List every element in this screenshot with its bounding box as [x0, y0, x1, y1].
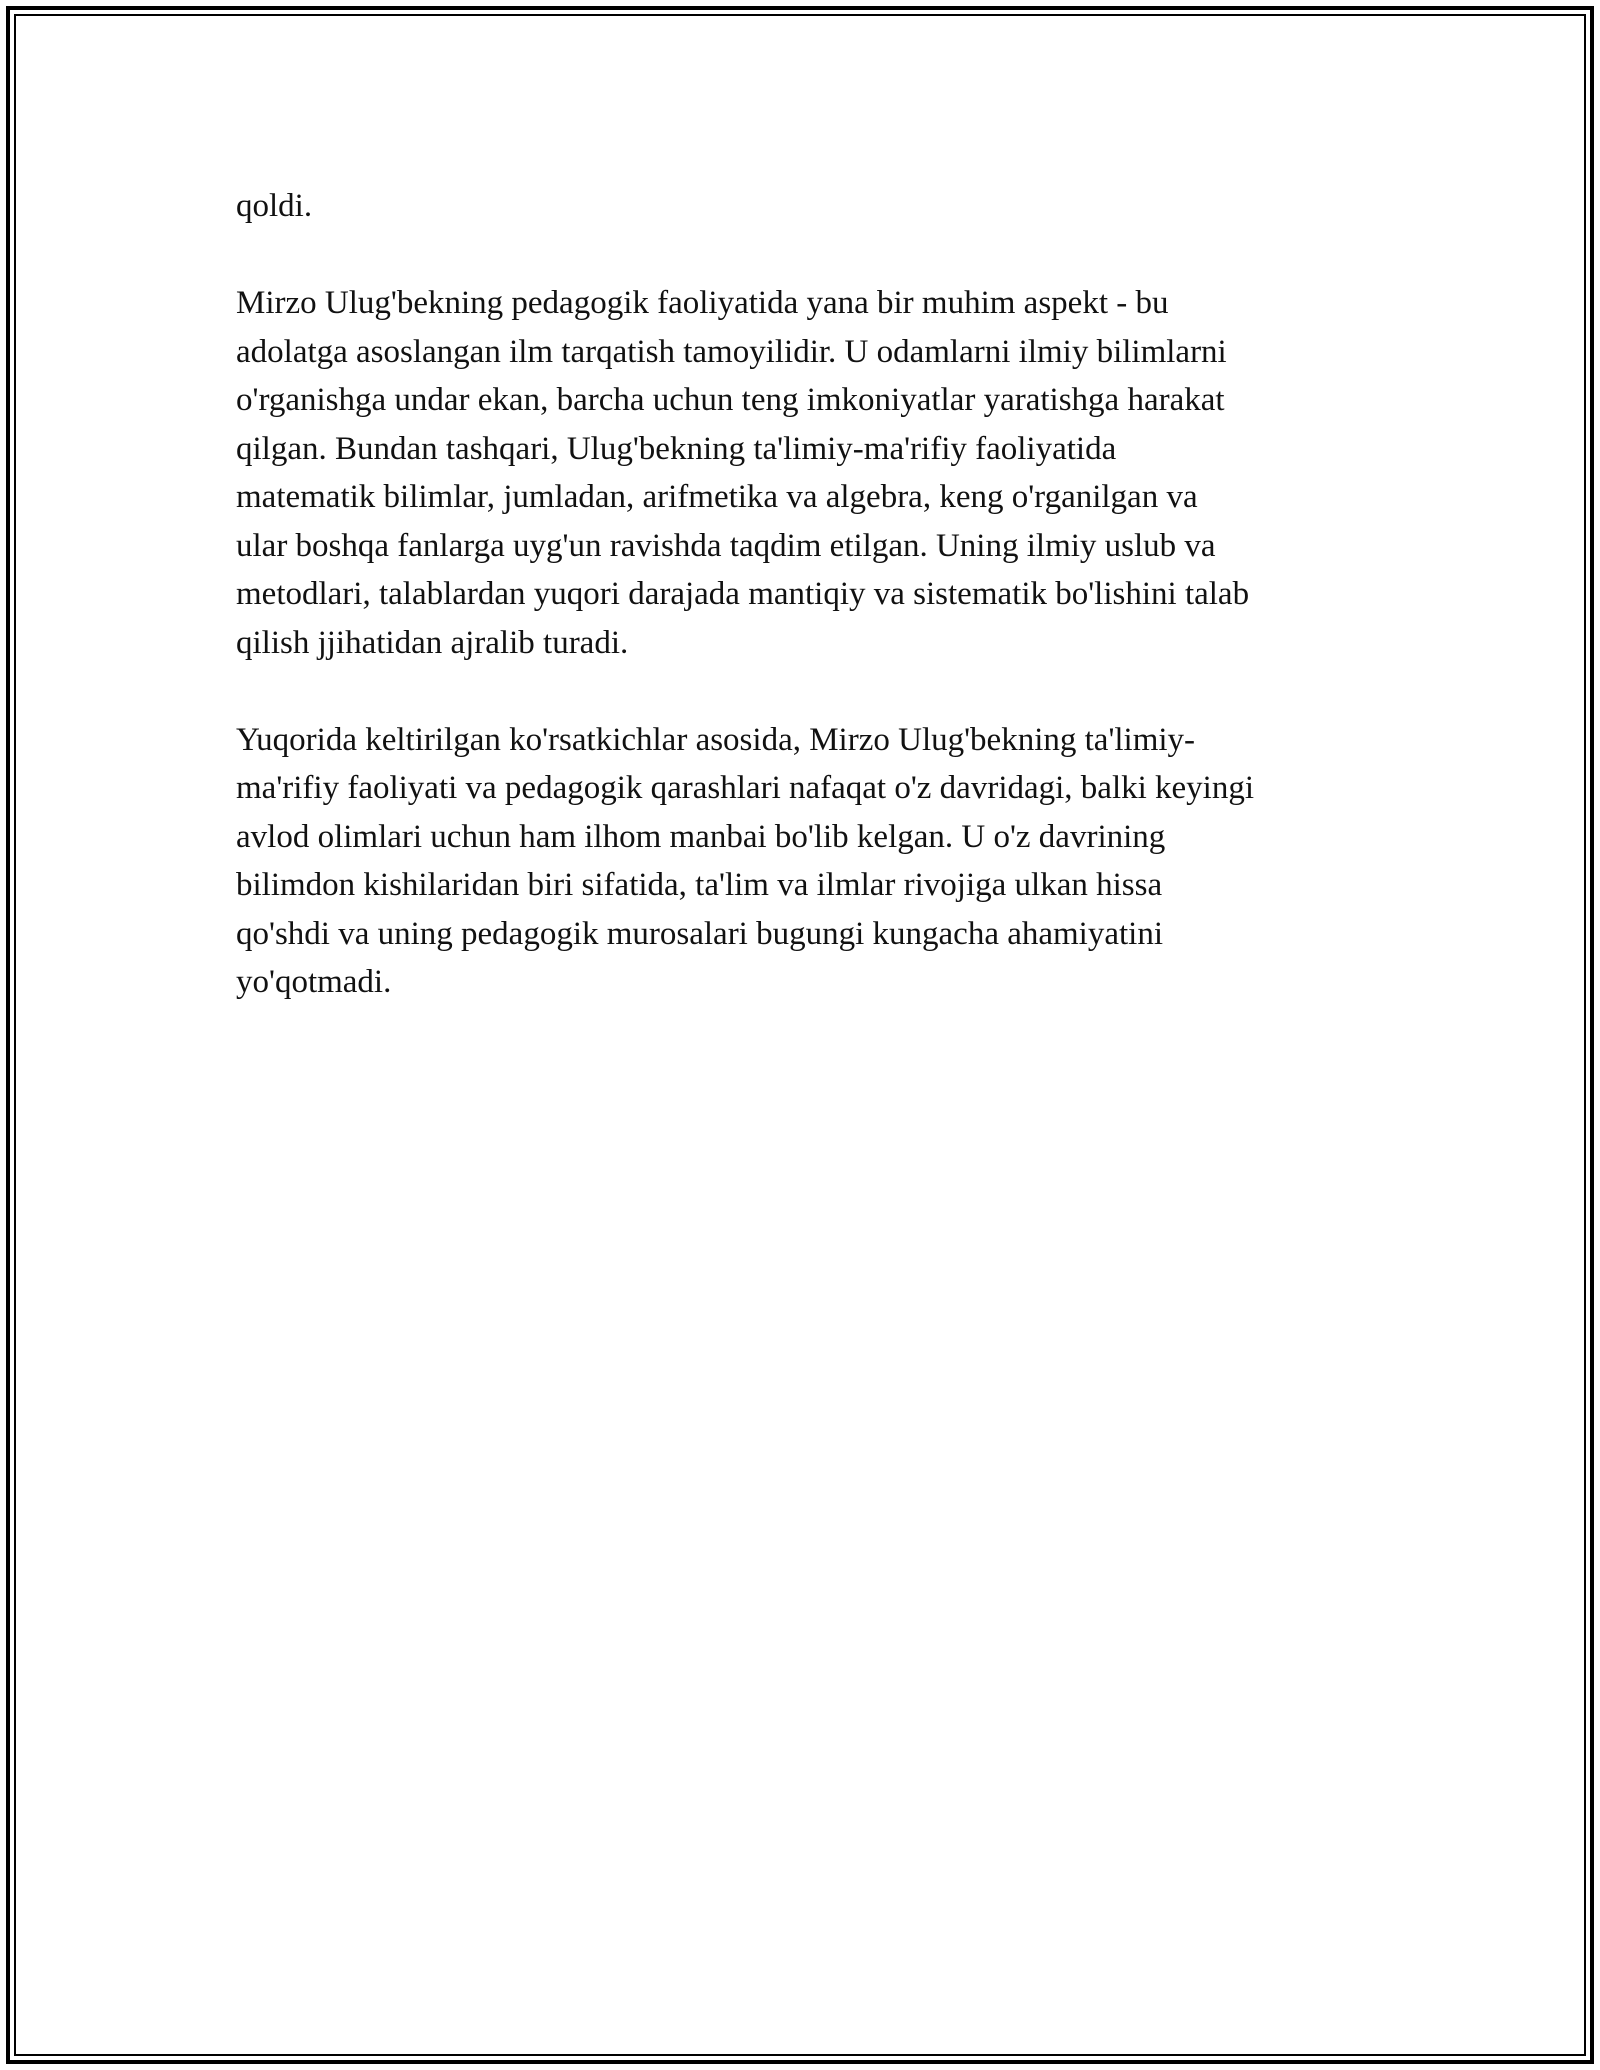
text-line: ular boshqa fanlarga uyg'un ravishda taqdim etilgan. Uning ilmiy uslub va [236, 527, 1216, 564]
document-body [236, 182, 1376, 1007]
text-line: matematik bilimlar, jumladan, arifmetika va algebra, keng o'rganilgan va [236, 479, 1198, 515]
text-line: Yuqorida keltirilgan ko'rsatkichlar asosida, Mirzo Ulug'bekning ta'limiy- [236, 721, 1196, 758]
text-line: metodlari, talablardan yuqori darajada mantiqiy va sistematik bo'lishini talab [236, 576, 1250, 612]
paragraph-spacer [236, 667, 1376, 716]
text-line: ma'rifiy faoliyati va pedagogik qarashlari nafaqat o'z davridagi, balki keyingi [236, 770, 1255, 806]
text-line: bilimdon kishilaridan biri sifatida, ta'lim va ilmlar rivojiga ulkan hissa [236, 867, 1163, 903]
text-line: qoldi. [236, 188, 313, 224]
text-line: qilish jjihatidan ajralib turadi. [236, 624, 629, 661]
paragraph-continuation [236, 182, 1376, 231]
text-line: Mirzo Ulug'bekning pedagogik faoliyatida yana bir muhim aspekt - bu [236, 285, 1169, 321]
text-line: o'rganishga undar ekan, barcha uchun teng imkoniyatlar yaratishga harakat [236, 382, 1225, 418]
text-line: avlod olimlari uchun ham ilhom manbai bo'lib kelgan. U o'z davrining [236, 818, 1166, 855]
text-line: qo'shdi va uning pedagogik murosalari bugungi kungacha ahamiyatini [236, 915, 1163, 952]
paragraph-pedagogical-aspect [236, 279, 1376, 667]
text-line: adolatga asoslangan ilm tarqatish tamoyilidir. U odamlarni ilmiy bilimlarni [236, 333, 1227, 370]
text-line: qilgan. Bundan tashqari, Ulug'bekning ta'limiy-ma'rifiy faoliyatida [236, 430, 1117, 467]
text-line: yo'qotmadi. [236, 964, 392, 1000]
paragraph-conclusion [236, 716, 1376, 1007]
paragraph-spacer [236, 231, 1376, 280]
